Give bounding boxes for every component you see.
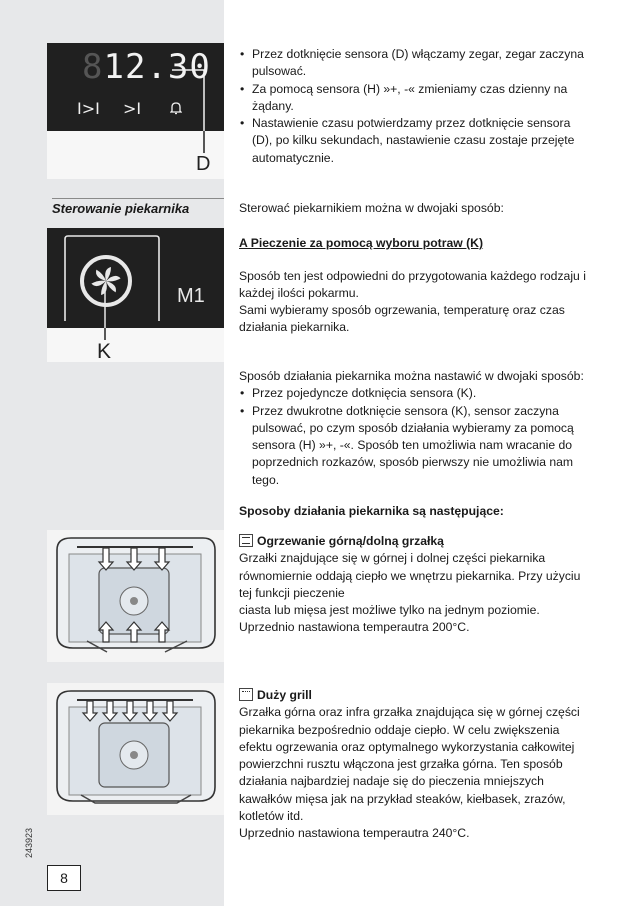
heading-method-a: A Pieczenie za pomocą wyboru potraw (K): [239, 236, 484, 250]
program-m1-label: M1: [177, 285, 205, 307]
document-code: 243923: [24, 827, 34, 858]
mode-top-bottom-heat: [239, 533, 591, 637]
mode-title: Ogrzewanie górną/dolną grzałką: [257, 534, 444, 548]
clock-instructions: [239, 46, 591, 167]
fan-program-icon[interactable]: [62, 233, 162, 323]
modes-heading: Sposoby działania piekarnika są następujące:: [239, 504, 504, 518]
mode-description: Grzałki znajdujące się w górnej i dolnej części piekarnika równomiernie oddają ciepło we wnętrzu piekarnika. Przy użyciu tej funkcji pieczenie: [239, 551, 581, 600]
method-a-para-2: Sami wybieramy sposób ogrzewania, temperaturę oraz czas działania piekarnika.: [239, 303, 565, 335]
sensor-k-label: K: [97, 340, 112, 363]
page-number: 8: [47, 865, 81, 891]
list-item: • Za pomocą sensora (H) »+, -« zmieniamy czas dzienny na żądany.: [239, 81, 591, 116]
section-heading-oven-control: Sterowanie piekarnika: [52, 198, 224, 218]
mode-temperature: Uprzednio nastawiona temperautra 240°C.: [239, 826, 470, 841]
oven-large-grill-illustration: [47, 683, 224, 815]
mode-large-grill: [239, 687, 591, 843]
end-time-icon[interactable]: >I: [123, 99, 142, 118]
top-bottom-heat-icon: [239, 534, 253, 547]
list-item: • Przez dotknięcie sensora (D) włączamy zegar, zegar zaczyna pulsować.: [239, 46, 591, 81]
mode-description: Grzałka górna oraz infra grzałka znajdująca się w górnej części piekarnika bezpośrednio oddaje ciepło. W celu zwiększenia efektu ogrzewania oraz optymalnego wykorzystania całkowitej powierzchni rusztu włączona jest grzałka górna. Ten sposób działania najbardziej nadaje się do pieczenia mniejszych kawałków mięsa jak na przykład steaków, kiełbasek, zrazów, kotletów itd.: [239, 705, 580, 824]
list-item: • Przez pojedyncze dotknięcia sensora (K).: [239, 385, 591, 402]
oven-top-bottom-heat-illustration: [47, 530, 224, 662]
mode-description: ciasta lub mięsa jest możliwe tylko na jednym poziomie.: [239, 603, 540, 618]
list-item: • Nastawienie czasu potwierdzamy przez dotknięcie sensora (D), po kilku sekundach, nastawienie czasu zostaje przejęte automatycznie.: [239, 115, 591, 167]
sensor-d-label: D: [196, 153, 211, 175]
k-leader-line: [102, 290, 108, 342]
ways-intro: Sposób działania piekarnika można nastawić w dwojaki sposób:: [239, 369, 584, 383]
clock-time-display: 812.30: [82, 47, 211, 87]
ways-block: [239, 368, 591, 489]
d-leader-line: [172, 68, 212, 158]
mode-temperature: Uprzednio nastawiona temperautra 200°C.: [239, 620, 470, 635]
control-intro: Sterować piekarnikiem można w dwojaki sposób:: [239, 201, 504, 215]
mode-title: Duży grill: [257, 688, 312, 702]
start-time-icon[interactable]: I>I: [77, 99, 100, 118]
d-leader-line-lower: [203, 131, 205, 155]
method-a-para-1: Sposób ten jest odpowiedni do przygotowania każdego rodzaju i każdej ilości pokarmu.: [239, 269, 586, 301]
list-item: • Przez dwukrotne dotknięcie sensora (K), sensor zaczyna pulsować, po czym sposób działania wybieramy za pomocą sensora (H) »+, -«. Sposób ten umożliwia nam wracanie do poprzednich rozkazów, sposób pierwszy nie umożliwia nam tego.: [239, 403, 591, 489]
large-grill-icon: [239, 688, 253, 701]
program-panel-label-area: [47, 328, 224, 362]
